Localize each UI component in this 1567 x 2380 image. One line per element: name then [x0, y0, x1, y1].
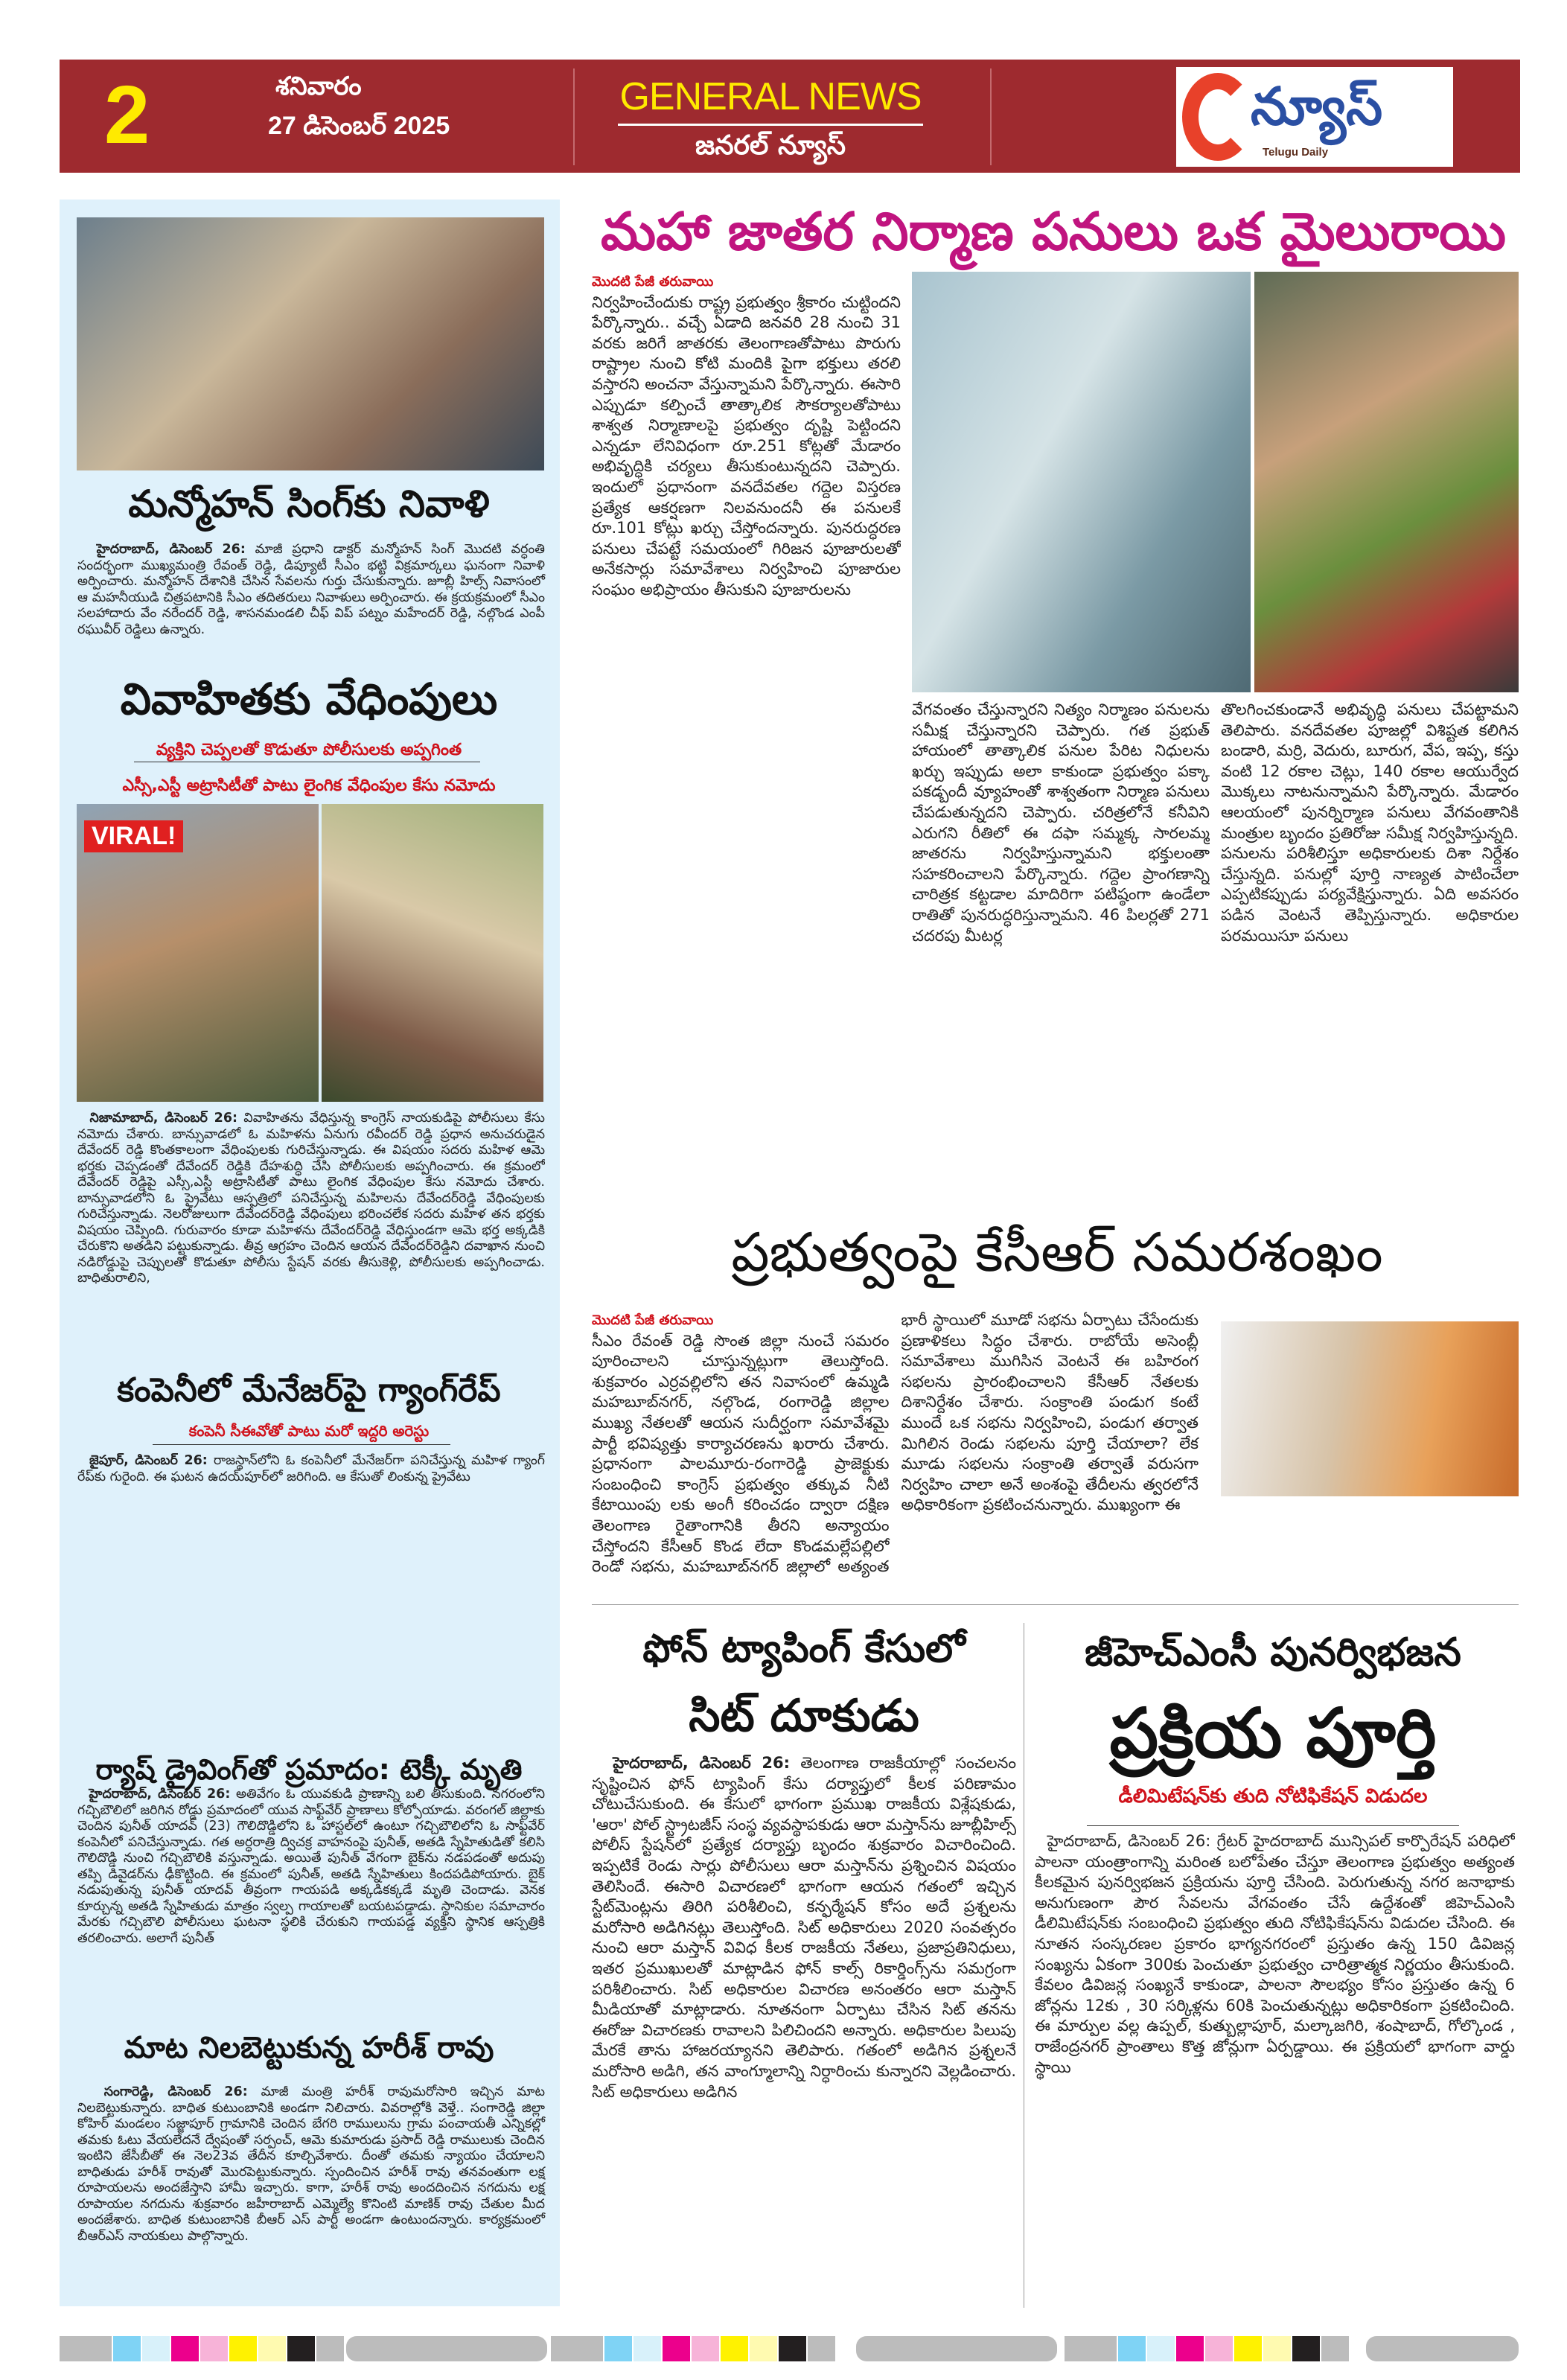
divider: [153, 1444, 450, 1445]
logo-wordmark: న్యూస్: [1251, 76, 1383, 137]
headline-ghmc-2: ప్రక్రియ పూర్తి: [1109, 1694, 1437, 1773]
headline-accident: ర్యాష్ డ్రైవింగ్‌తో ప్రమాదం: టెక్కీ మృతి: [95, 1753, 523, 1786]
color-swatch: [142, 2336, 170, 2361]
date: 27 డిసెంబర్ 2025: [268, 112, 450, 140]
color-swatch: [1292, 2336, 1320, 2361]
headline-gangrape: కంపెనీలో మేనేజర్‌పై గ్యాంగ్‌రేప్: [117, 1371, 501, 1409]
viral-label: VIRAL!: [84, 820, 183, 852]
headline-manmohan: మన్మోహన్ సింగ్‌కు నివాళి: [128, 482, 490, 526]
dateline: సంగారెడ్డి, డిసెంబర్ 26:: [103, 2084, 248, 2099]
article-harish: [77, 2084, 545, 2245]
dateline: నిజామాబాద్, డిసెంబర్ 26:: [89, 1111, 237, 1126]
article-body: నిర్వహించేందుకు రాష్ట్ర ప్రభుత్వం శ్రీకారం చుట్టిందని పేర్కొన్నారు.. వచ్చే ఏడాది జనవరి 28 నుంచి 31 వరకు జరిగే జాతరకు తెలంగాణతోపాటు పొరుగు రాష్ట్రాల నుంచి కోటి మందికి పైగా భక్తులు తరలి వస్తారని అంచనా వేస్తున్నామని పేర్కొన్నారు. ఈసారి ఎప్పుడూ కల్పించే తాత్కాలిక సౌకర్యాలతోపాటు శాశ్వత నిర్మాణాలపై ప్రభుత్వం దృష్టి పెట్టిందని ఎన్నడూ లేనివిధంగా రూ.251 కోట్లతో మేడారం అభివృద్ధికి చర్యలు తీసుకుంటున్నదని చెప్పారు. ఇందులో ప్రధానంగా వనదేవతల గద్దెల విస్తరణ ప్రత్యేక ఆకర్షణగా నిలవనుందనీ ఈ పనులకే రూ.101 కోట్లు ఖర్చు చేస్తోందన్నారు. పునరుద్ధరణ పనులు చేపట్టే సమయంలో గిరిజన పూజారులతో అనేకసార్లు సమావేశాలు నిర్వహించి పూజారుల సంఘం అభిప్రాయం తీసుకుని పూజారులను: [592, 293, 901, 599]
masthead: [60, 60, 1520, 173]
headline-jatara: మహా జాతర నిర్మాణ పనులు ఒక మైలురాయి: [601, 201, 1506, 262]
article-jatara-col3: తొలగించకుండానే అభివృద్ధి పనులు చేపట్టామని తెలిపారు. వనదేవతల పూజల్లో విశిష్టత కలిగిన బండారి, మర్రి, వెదురు, బూరుగ, వేప, ఇప్ప, కస్తు వంటి 12 రకాల చెట్లు, 140 రకాల ఆయుర్వేద మొక్కలు నాటనున్నామని పేర్కొన్నారు. మేడారం ఆలయంలో పునర్నిర్మాణ పనులు వేగవంతానికి మంత్రుల బృందం ప్రతిరోజు సమీక్ష నిర్వహిస్తున్నది. పనులను పరిశీలిస్తూ అధికారులకు దిశా నిర్దేశం చేస్తున్నది. పనుల్లో పూర్తి నాణ్యత పాటించేలా ఎప్పటికప్పుడు పర్యవేక్షిస్తున్నారు. ఏది అవసరం పడిన వెంటనే తెప్పిస్తున్నారు. అధికారుల పరమయిసూ పనులు: [1221, 701, 1519, 945]
viral-video-photo-2: [322, 804, 543, 1102]
color-swatch: [229, 2336, 257, 2361]
color-swatch: [1321, 2336, 1349, 2361]
color-swatch: [60, 2336, 112, 2361]
divider: [573, 68, 575, 165]
registration-block: [856, 2336, 1057, 2361]
color-swatch: [750, 2336, 777, 2361]
divider: [618, 124, 923, 126]
article-jatara-col2: వేగవంతం చేస్తున్నారని నిత్యం నిర్మాణం పనులను సమీక్ష చేస్తున్నారని చెప్పారు. గత ప్రభుత్ హాయంలో తాత్కాలిక పనుల పేరిట నిధులను ఖర్చు ఇప్పుడు అలా కాకుండా ప్రభుత్వం పక్కా పకడ్బందీ వ్యూహంతో శాశ్వతంగా నిర్మాణ పనులు చేపడుతున్నదని చెప్పారు. చరిత్రలోనే కనీవిని ఎరుగని రీతిలో ఈ దఫా సమ్మక్క సారలమ్మ జాతరను నిర్వహిస్తున్నామని భక్తులంతా సహకరించాలని పేర్కొన్నారు. గద్దెల ప్రాంగణాన్ని చారిత్రక కట్టడాల మాదిరిగా పటిష్ఠంగా ఉండేలా రాతితో పునరుద్ధరిస్తున్నామని. 46 పిలర్లతో 271 చదరపు మీటర్ల: [912, 701, 1210, 945]
article-body: తెలంగాణ రాజకీయాల్లో సంచలనం సృష్టించిన ఫోన్ ట్యాపింగ్ కేసు దర్యాప్తులో కీలక పరిణామం చోటుచేసుకుంది. ఈ కేసులో భాగంగా ప్రముఖ రాజకీయ విశ్లేషకుడు, 'ఆరా' పోల్ స్ట్రాటజీస్ సంస్థ వ్యవస్థాపకుడు ఆరా మస్తాన్‌ను జూబ్లీహిల్స్ పోలీస్ స్టేషన్‌లో ప్రత్యేక దర్యాప్తు బృందం శుక్రవారం విచారించింది. ఇప్పటికే రెండు సార్లు పోలీసులు ఆరా మస్తాన్‌ను ప్రశ్నించిన విషయం తెలిసిందే. ఈసారి విచారణలో భాగంగా ఆయన గతంలో ఇచ్చిన స్టేట్‌మెంట్లను తిరిగి పరిశీలించి, కన్ఫర్మేషన్ కోసం అదే ప్రశ్నలను మరోసారి అడిగినట్లు తెలుస్తోంది. సిట్ అధికారులు 2020 సంవత్సరం నుంచి ఆరా మస్తాన్ వివిధ కీలక రాజకీయ నేతలు, ప్రజాప్రతినిధులు, ఇతర ప్రముఖులతో మాట్లాడిన ఫోన్ కాల్స్ రికార్డింగ్స్‌ను సమగ్రంగా పరిశీలించారు. సిట్ అధికారుల విచారణ అనంతరం ఆరా మస్తాన్ మీడియాతో మాట్లాడారు. నూతనంగా ఏర్పాటు చేసిన సిట్ తనను ఈరోజు విచారణకు రావాలని పిలిచిందని అన్నారు. అధికారుల పిలుపు మేరకే తాను హాజరయ్యానని తెలిపారు. గతంలో అడిగిన ప్రశ్నలనే మరోసారి అడిగి, తన వాంగ్మూలాన్ని నిర్ధారించు కున్నారని వెల్లడించారు. సిట్ అధికారులు అడిగిన: [592, 1754, 1016, 2101]
article-jatara-col1: [592, 272, 901, 1210]
color-swatch: [1176, 2336, 1204, 2361]
dateline: హైదరాబాద్, డిసెంబర్ 26:: [1047, 1832, 1211, 1850]
article-manmohan: [77, 542, 545, 638]
color-swatch: [1118, 2336, 1146, 2361]
subheadline: కంపెనీ సీఈవోతో పాటు మరో ఇద్దరి అరెస్టు: [188, 1422, 430, 1440]
continued-label: మొదటి పేజీ తరువాయి: [592, 1312, 714, 1328]
article-body: మాజీ మంత్రి హరీశ్ రావుమరోసారి ఇచ్చిన మాట నిలబెట్టుకున్నారు. బాధిత కుటుంబానికి అండగా నిలిచారు. వివరాల్లోకి వెళ్తే.. సంగారెడ్డి జిల్లా కోహిర్ మండలం సజ్జాపూర్ గ్రామానికి చెందిన బేగరి రాములును గ్రామ పంచాయతీ ఎన్నికల్లో తమకు ఓటు వేయలేదనే ద్వేషంతో సర్పంచ్, ఆమె కుమారుడు ప్రసాద్ రెడ్డి రాములుకు చెందిన ఇంటిని జేసీబీతో ఈ నెల23వ తేదీన కూల్చివేశారు. దీంతో తమకు న్యాయం చేయాలని బాధితుడు హరీశ్ రావుతో మొరపెట్టుకున్నారు. స్పందించిన హరీశ్ రావు తనవంతుగా లక్ష రూపాయలను అందజేస్తాని హామీ ఇచ్చారు. కాగా, హరీశ్ రావు అందదించిన నగదును లక్ష రూపాయల నగదును శుక్రవారం జహీరాబాద్ ఎమ్మెల్యే కొనింటి మాణిక్ రావు చేతుల మీద అందజేశారు. బాధిత కుటుంబానికి బీఆర్ ఎస్ పార్టీ అండగా ఉంటుందన్నారు. కార్యక్రమంలో బీఆర్ఎస్ నాయకులు పాల్గొన్నారు.: [77, 2084, 545, 2244]
divider: [990, 68, 992, 165]
color-swatch: [287, 2336, 315, 2361]
page-number: 2: [104, 69, 150, 161]
headline-harish: మాట నిలబెట్టుకున్న హరీశ్ రావు: [124, 2031, 494, 2065]
section-title-te: జనరల్ న్యూస్: [695, 130, 846, 161]
headline-kcr: ప్రభుత్వంపై కేసీఆర్ సమరశంఖం: [731, 1221, 1383, 1283]
color-swatch: [663, 2336, 690, 2361]
color-swatch: [1234, 2336, 1262, 2361]
article-body: మాజీ ప్రధాని డాక్టర్ మన్మోహన్ సింగ్ మొదటి వర్ధంతి సందర్భంగా ముఖ్యమంత్రి రేవంత్ రెడ్డి, డిప్యూటీ సీఎం భట్టి విక్రమార్కలు ఘనంగా నివాళి అర్పించారు. మన్మోహన్ దేశానికి చేసిన సేవలను గుర్తు చేసుకున్నారు. జూబ్లీ హిల్స్ నివాసంలో ఆ మహనీయుడి చిత్రపటానికి సీఎం తదితరులు నివాళులు అర్పించారు. ఈ క్రయక్రమంలో సీఎం సలహాదారు వేం నరేందర్ రెడ్డి, శాసనమండలి చీఫ్ విప్ పట్నం మహేందర్ రెడ్డి, నల్గొండ ఎంపీ రఘువీర్ రెడ్డిలు ఉన్నారు.: [77, 542, 545, 637]
divider: [1087, 1825, 1459, 1826]
registration-block: [1366, 2336, 1519, 2361]
manmohan-tribute-photo: [77, 217, 544, 470]
headline-harassment: వివాహితకు వేధింపులు: [120, 674, 498, 724]
article-gangrape: [77, 1453, 545, 1751]
article-body: వివాహితను వేధిస్తున్న కాంగ్రెస్ నాయకుడిపై పోలీసులు కేసు నమోదు చేశారు. బాన్సువాడలో ఓ మహిళను ఏనుగు రవీందర్ రెడ్డి ప్రధాన అనుచరుడైన దేవేందర్ రెడ్డి కొంతకాలంగా వేధింపులకు గురిచేస్తున్నాడు. ఈ విషయం సదరు మహిళ ఆమె భర్తకు చెప్పడంతో దేవేందర్ రెడ్డికి దేహశుద్ధి చేసి పోలీసులకు అప్పగించారు. ఈ క్రమంలో దేవేందర్ రెడ్డిపై ఎస్సీ,ఎస్టీ అట్రాసిటీతో పాటు లైంగిక వేధింపుల కేసు నమోదు చేశారు. బాన్సువాడలోని ఓ ప్రైవేటు ఆస్పత్రిలో పనిచేస్తున్న మహిలను దేవేందర్‌రెడ్డి వేధింపులకు గురిచేస్తున్నాడు. నెలరోజులుగా దేవేందర్‌రెడ్డి వేధింపులు భరించలేక సదరు మహిళ తన భర్తకు విషయం చెప్పింది. గురువారం కూడా మహిళను దేవేందర్‌రెడ్డి వేధిస్తుండగా ఆమె భర్త అక్కడికి చేరుకొని అతడిని పట్టుకున్నాడు. తీవ్ర ఆగ్రహం చెందిన ఆయన దేవేందర్‌రెడ్డిని దవాఖాన నుంచి నడిరోడ్డుపై చెప్పులతో కొడుతూ పోలీసు స్టేషన్ వరకు తీసుకెళ్లి, పోలీసులకు అప్పగించాడు. బాధితురాలిని,: [77, 1111, 545, 1286]
color-swatch: [1147, 2336, 1175, 2361]
color-swatch: [721, 2336, 748, 2361]
color-registration-bar: [551, 2336, 837, 2361]
subheadline: ఎస్సీ,ఎస్టీ అట్రాసిటీతో పాటు లైంగిక వేధింపుల కేసు నమోదు: [122, 776, 496, 795]
article-kcr: [592, 1310, 1199, 1597]
subheadline: వ్యక్తిని చెప్పలతో కొడుతూ పోలీసులకు అప్పగింత: [156, 741, 462, 759]
viral-video-photo-1: [77, 804, 319, 1102]
color-swatch: [316, 2336, 344, 2361]
logo-subtitle: Telugu Daily: [1263, 146, 1329, 159]
color-swatch: [808, 2336, 835, 2361]
color-swatch: [258, 2336, 286, 2361]
color-swatch: [692, 2336, 719, 2361]
color-swatch: [604, 2336, 632, 2361]
color-swatch: [200, 2336, 228, 2361]
color-swatch: [551, 2336, 603, 2361]
dateline: జైపూర్, డిసెంబర్ 26:: [89, 1453, 208, 1468]
article-ghmc: [1035, 1831, 1515, 2308]
article-accident: [77, 1787, 545, 2017]
headline-phone-tapping-2: సిట్ దూకుడు: [689, 1690, 919, 1742]
divider: [592, 1604, 1519, 1605]
day: శనివారం: [275, 71, 362, 101]
article-phone-tapping: [592, 1753, 1016, 2304]
color-swatch: [633, 2336, 661, 2361]
kcr-photo: [1221, 1321, 1519, 1496]
color-registration-bar: [60, 2336, 345, 2361]
dateline: హైదరాబాద్, డిసెంబర్ 26:: [96, 542, 246, 557]
color-registration-bar: [1065, 2336, 1350, 2361]
headline-ghmc-1: జీహెచ్ఎంసీ పునర్విభజన: [1085, 1630, 1461, 1675]
color-swatch: [1263, 2336, 1291, 2361]
article-body: అతివేగం ఓ యువకుడి ప్రాణాన్ని బలి తీసుకుంది. నగరంలోని గచ్చిబౌలిలో జరిగిన రోడ్డు ప్రమాదంలో యువ సాఫ్ట్‌వేర్ ప్రాణాలు కోల్పోయాడు. వరంగల్ జిల్లాకు చెందిన పునీత్ యాదవ్ (23) గౌలిదొడ్డిలోని ఓ హాస్టల్‌లో ఉంటూ గచ్చిబౌలిలోని ఓ సాఫ్ట్‌వేర్ కంపెనీలో పనిచేస్తున్నాడు. గత అర్ధరాత్రి ద్విచక్ర వాహనంపై పునీత్, అతడి స్నేహితుడితో కలిసి గౌలిదొడ్డి నుంచి గచ్చిబౌలికి వస్తున్నాడు. అయితే పునీత్ వేగంగా బైక్‌ను నడపడంతో అదుపు తప్పి డివైడర్‌ను ఢీకొట్టింది. ఈ క్రమంలో పునీత్, అతడి స్నేహితులు కిందపడిపోయారు. బైక్ నడుపుతున్న పునీత్ యాదవ్ తీవ్రంగా గాయపడి అక్కడికక్కడే మృతి చెందాడు. వెనక కూర్చున్న అతడి స్నేహితుడు మాత్రం స్వల్ప గాయాలతో బయటపడ్డాడు. స్థానికుల సమాచారం మేరకు గచ్చిబౌలి పోలీసులు ఘటనా స్థలికి చేరుకుని గాయపడ్డ వ్యక్తిని స్థానిక ఆస్పత్రికి తరలించారు. అలాగే పునీత్: [77, 1787, 545, 1946]
dateline: హైదరాబాద్, డిసెంబర్ 26:: [89, 1787, 231, 1802]
continued-label: మొదటి పేజీ తరువాయి: [592, 274, 714, 290]
article-body: గ్రేటర్ హైదరాబాద్ మున్సిపల్ కార్పొరేషన్ పరిధిలో పాలనా యంత్రాంగాన్ని మరింత బలోపేతం చేస్తూ తెలంగాణ ప్రభుత్వం అత్యంత కీలకమైన పునర్విభజన ప్రక్రియను పూర్తి చేసింది. పెరుగుతున్న నగర జనాభాకు అనుగుణంగా పౌర సేవలను వేగవంతం చేసే ఉద్దేశంతో జిహెచ్ఎంసి డీలిమిటేషన్‌కు సంబంధించి ప్రభుత్వం తుది నోటిఫికేషన్‌ను విడుదల చేసింది. ఈ నూతన సంస్కరణల ప్రకారం భాగ్యనగరంలో ప్రస్తుతం ఉన్న 150 డివిజన్ల సంఖ్యను ఏకంగా 300కు పెంచుతూ ప్రభుత్వం చారిత్రాత్మక నిర్ణయం తీసుకుంది. కేవలం డివిజన్ల సంఖ్యనే కాకుండా, పాలనా సౌలభ్యం కోసం ప్రస్తుతం ఉన్న 6 జోన్లను 12కు , 30 సర్కిళ్లను 60కి పెంచుతున్నట్లు అధికారికంగా ప్రకటించింది. ఈ మార్పుల వల్ల ఉప్పల్, కుత్బుల్లాపూర్, మల్కాజగిరి, శంషాబాద్, గోల్కొండ , రాజేంద్రనగర్ ప్రాంతాలు కొత్త జోన్లుగా ఏర్పడ్డాయి. ఈ ప్రక్రియలో భాగంగా వార్డు స్థాయి: [1035, 1832, 1515, 2076]
article-harassment: [77, 1111, 545, 1364]
subheadline: డీలిమిటేషన్‌కు తుది నోటిఫికేషన్ విడుదల: [1118, 1785, 1428, 1808]
headline-phone-tapping-1: ఫోన్ ట్యాపింగ్ కేసులో: [642, 1627, 966, 1671]
color-swatch: [779, 2336, 806, 2361]
registration-block: [346, 2336, 547, 2361]
color-swatch: [1065, 2336, 1117, 2361]
article-body: రాజస్థాన్‌లోని ఓ కంపెనీలో మేనేజర్‌గా పనిచేస్తున్న మహిళ గ్యాంగ్ రేప్‌కు గురైంది. ఈ ఘటన ఉదయ్‌పూర్‌లో జరిగింది. ఆ కేసుతో లింకున్న ప్రైవేటు: [77, 1453, 545, 1484]
section-title-en: GENERAL NEWS: [619, 75, 922, 118]
ministers-inspection-photo: [1254, 272, 1519, 692]
logo: [1176, 67, 1453, 167]
color-swatch: [113, 2336, 141, 2361]
article-body: సీఎం రేవంత్ రెడ్డి సొంత జిల్లా నుంచే సమరం పూరించాలని చూస్తున్నట్లుగా తెలుస్తోంది. శుక్రవారం ఎర్రవల్లిలోని తన నివాసంలో ఉమ్మడి మహబూబ్‌నగర్, నల్గొండ, రంగారెడ్డి జిల్లాల ముఖ్య నేతలతో ఆయన సుదీర్ఘంగా సమావేశమై పార్టీ భవిష్యత్తు కార్యాచరణను ఖరారు చేశారు. ప్రధానంగా పాలమూరు-రంగారెడ్డి ప్రాజెక్టుకు సంబంధించి కాంగ్రెస్ ప్రభుత్వం తక్కువ నీటి కేటాయింపు లకు అంగీ కరించడం ద్వారా దక్షిణ తెలంగాణ రైతాంగానికి తీరని అన్యాయం చేస్తోందని కేసీఆర్ కొండ లేదా కొండమల్లేపల్లిలో రెండో సభను, మహబూబ్‌నగర్ జిల్లాలో అత్యంత భారీ స్థాయిలో మూడో సభను ఏర్పాటు చేసేందుకు ప్రణాళికలు సిద్ధం చేశారు. రాబోయే అసెంబ్లీ సమావేశాలు ముగిసిన వెంటనే ఈ బహిరంగ సభలను ప్రారంభించాలని కేసీఆర్ నేతలకు దిశానిర్దేశం చేశారు. సంక్రాంతి పండుగ కంటే ముందే ఒక సభను నిర్వహించి, పండుగ తర్వాత మిగిలిన రెండు సభలను పూర్తి చేయాలా? లేక మూడు సభలను సంక్రాంతి తర్వాతే వరుసగా నిర్వహిం చాలా అనే అంశంపై తేదీలను త్వరలోనే అధికారికంగా ప్రకటించనున్నారు. ముఖ్యంగా ఈ: [592, 1311, 1199, 1576]
color-swatch: [171, 2336, 199, 2361]
color-swatch: [1205, 2336, 1233, 2361]
dateline: హైదరాబాద్, డిసెంబర్ 26:: [613, 1754, 791, 1772]
jatara-construction-photo: [912, 272, 1251, 692]
logo-g-mark: [1182, 73, 1254, 161]
